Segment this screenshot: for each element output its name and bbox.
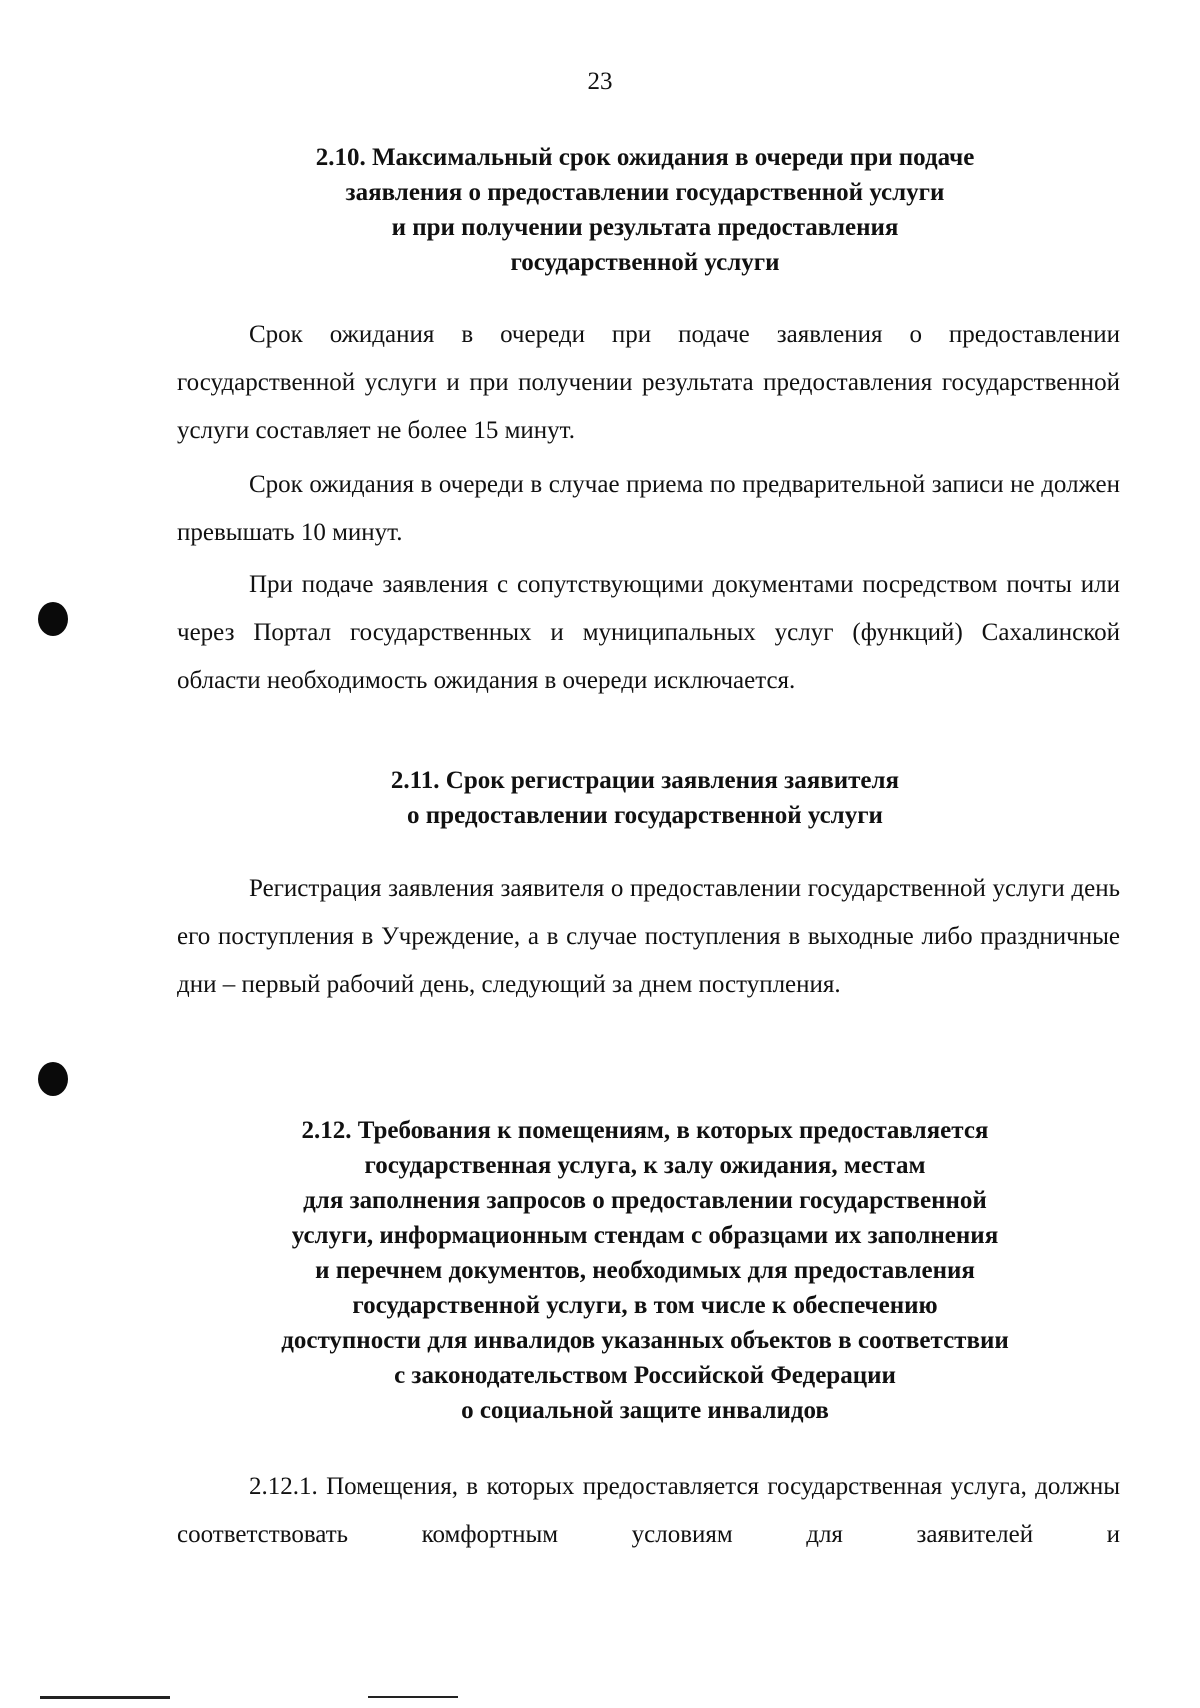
punch-hole xyxy=(38,602,68,636)
heading-line: о предоставлении государственной услуги xyxy=(407,802,883,829)
footer-rule xyxy=(40,1696,170,1699)
heading-line: и при получении результата предоставления xyxy=(391,214,899,241)
paragraph: При подаче заявления с сопутствующими документами посредством почты или через Портал государственных и муниципальных услуг (функций) Сахалинской области необходимость ожидания в очереди исключается. xyxy=(177,571,1120,694)
heading-line: 2.11. Срок регистрации заявления заявителя xyxy=(390,767,900,794)
heading-line: для заполнения запросов о предоставлении государственной xyxy=(303,1187,987,1214)
paragraph: Срок ожидания в очереди при подаче заявления о предоставлении государственной услуги и при получении результата предоставления государственной услуги составляет не более 15 минут. xyxy=(177,321,1120,444)
section-heading-2-10 xyxy=(165,140,1125,280)
punch-hole xyxy=(38,1062,68,1096)
section-heading-2-11 xyxy=(165,763,1125,833)
heading-line: о социальной защите инвалидов xyxy=(461,1397,829,1424)
heading-line: доступности для инвалидов указанных объектов в соответствии xyxy=(281,1327,1009,1354)
heading-line: государственной услуги, в том числе к обеспечению xyxy=(352,1292,938,1319)
page-number: 23 xyxy=(587,68,613,95)
section-heading-2-12 xyxy=(165,1113,1125,1428)
heading-line: государственной услуги xyxy=(510,249,780,276)
heading-line: 2.10. Максимальный срок ожидания в очереди при подаче xyxy=(315,144,975,171)
heading-line: с законодательством Российской Федерации xyxy=(394,1362,896,1389)
paragraph: Срок ожидания в очереди в случае приема по предварительной записи не должен превышать 10 минут. xyxy=(177,471,1120,546)
paragraph: 2.12.1. Помещения, в которых предоставляется государственная услуга, должны соответствовать комфортным условиям для заявителей и xyxy=(177,1473,1120,1548)
heading-line: и перечнем документов, необходимых для предоставления xyxy=(315,1257,975,1284)
paragraph: Регистрация заявления заявителя о предоставлении государственной услуги день его поступления в Учреждение, а в случае поступления в выходные либо праздничные дни – первый рабочий день, следующий за днем поступления. xyxy=(177,875,1120,998)
heading-line: услуги, информационным стендам с образцами их заполнения xyxy=(291,1222,999,1249)
heading-line: государственная услуга, к залу ожидания, местам xyxy=(364,1152,926,1179)
footer-rule xyxy=(368,1696,458,1698)
heading-line: заявления о предоставлении государственной услуги xyxy=(345,179,945,206)
heading-line: 2.12. Требования к помещениям, в которых предоставляется xyxy=(301,1117,989,1144)
